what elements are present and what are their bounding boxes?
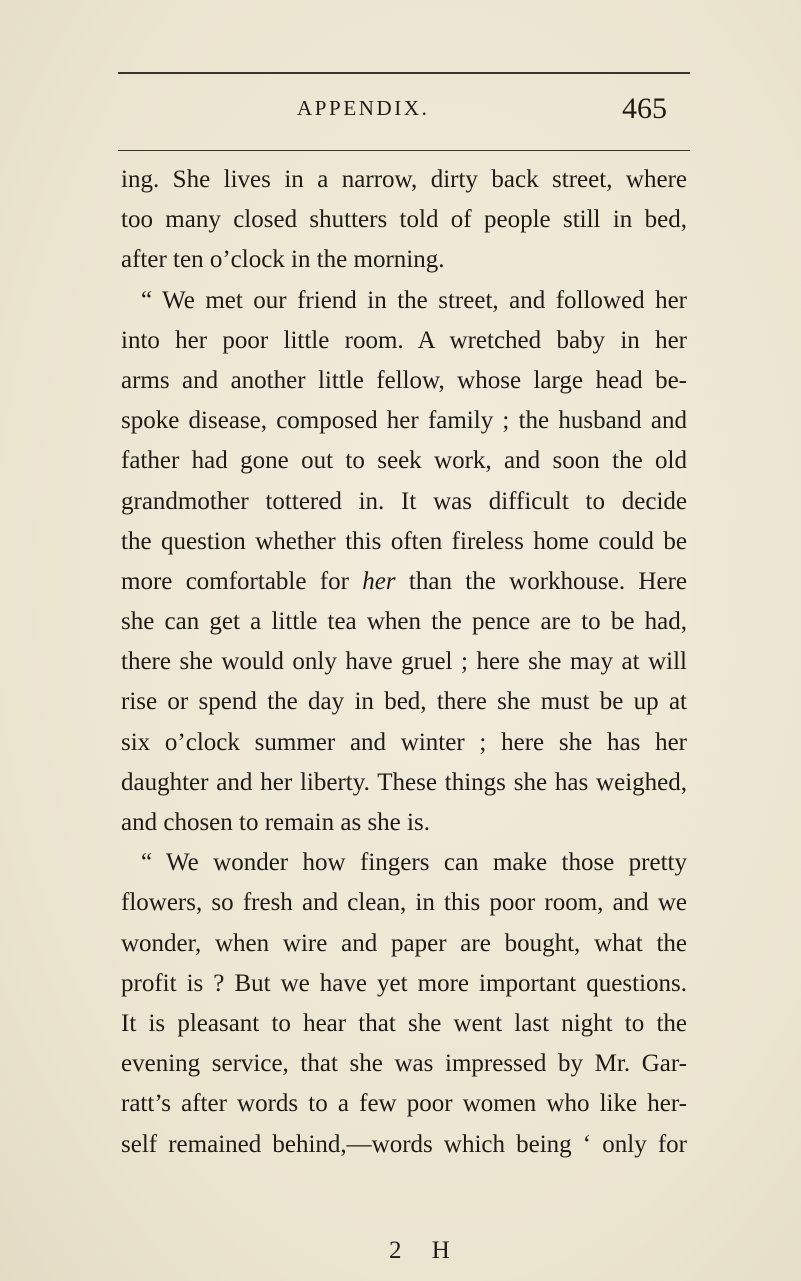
text-line: after ten o’clock in the morning. — [121, 246, 445, 274]
header-rule-bottom — [118, 150, 690, 151]
text-line: evening service, that she was impressed by Mr. Gar- — [121, 1050, 687, 1078]
text-line: she can get a little tea when the pence are to be had, — [121, 608, 687, 636]
text-line: flowers, so fresh and clean, in this poor room, and we — [121, 889, 687, 917]
text-line: ratt’s after words to a few poor women who like her- — [121, 1090, 687, 1118]
text-line: into her poor little room. A wretched baby in her — [121, 326, 687, 354]
text-line: rise or spend the day in bed, there she must be up at — [121, 688, 687, 716]
text-line: there she would only have gruel ; here she may at will — [121, 648, 687, 676]
text-line: profit is ? But we have yet more important questions. — [121, 969, 687, 997]
text-line: grandmother tottered in. It was difficult to decide — [121, 487, 687, 515]
text-line: six o’clock summer and winter ; here she has her — [121, 728, 687, 756]
text-segment: than the workhouse. Here — [408, 567, 687, 595]
text-line: “ We met our friend in the street, and followed her — [141, 286, 687, 314]
text-line: daughter and her liberty. These things she has weighed, — [121, 768, 687, 796]
text-line: and chosen to remain as she is. — [121, 809, 430, 836]
emphasized-word: her — [362, 567, 396, 595]
body-text — [121, 160, 687, 1165]
text-line: self remained behind,—words which being ‘ only for — [121, 1130, 687, 1158]
header-rule-top — [118, 72, 690, 74]
text-line: ing. She lives in a narrow, dirty back street, where — [121, 166, 687, 193]
text-segment: more comfortable for — [121, 567, 349, 595]
text-line: father had gone out to seek work, and soon the old — [121, 447, 687, 475]
page-number: 465 — [622, 92, 667, 125]
text-line: It is pleasant to hear that she went last night to the — [121, 1009, 687, 1037]
text-line: the question whether this often fireless home could be — [121, 527, 687, 555]
signature-mark: 2 H — [389, 1237, 462, 1264]
text-line: wonder, when wire and paper are bought, what the — [121, 929, 687, 957]
running-head: APPENDIX. — [297, 96, 430, 120]
text-line-with-emphasis — [121, 562, 687, 602]
text-line: “ We wonder how fingers can make those pretty — [141, 849, 687, 877]
text-line: spoke disease, composed her family ; the husband and — [121, 407, 687, 435]
text-line: arms and another little fellow, whose large head be- — [121, 366, 687, 394]
text-line: too many closed shutters told of people still in bed, — [121, 206, 687, 234]
